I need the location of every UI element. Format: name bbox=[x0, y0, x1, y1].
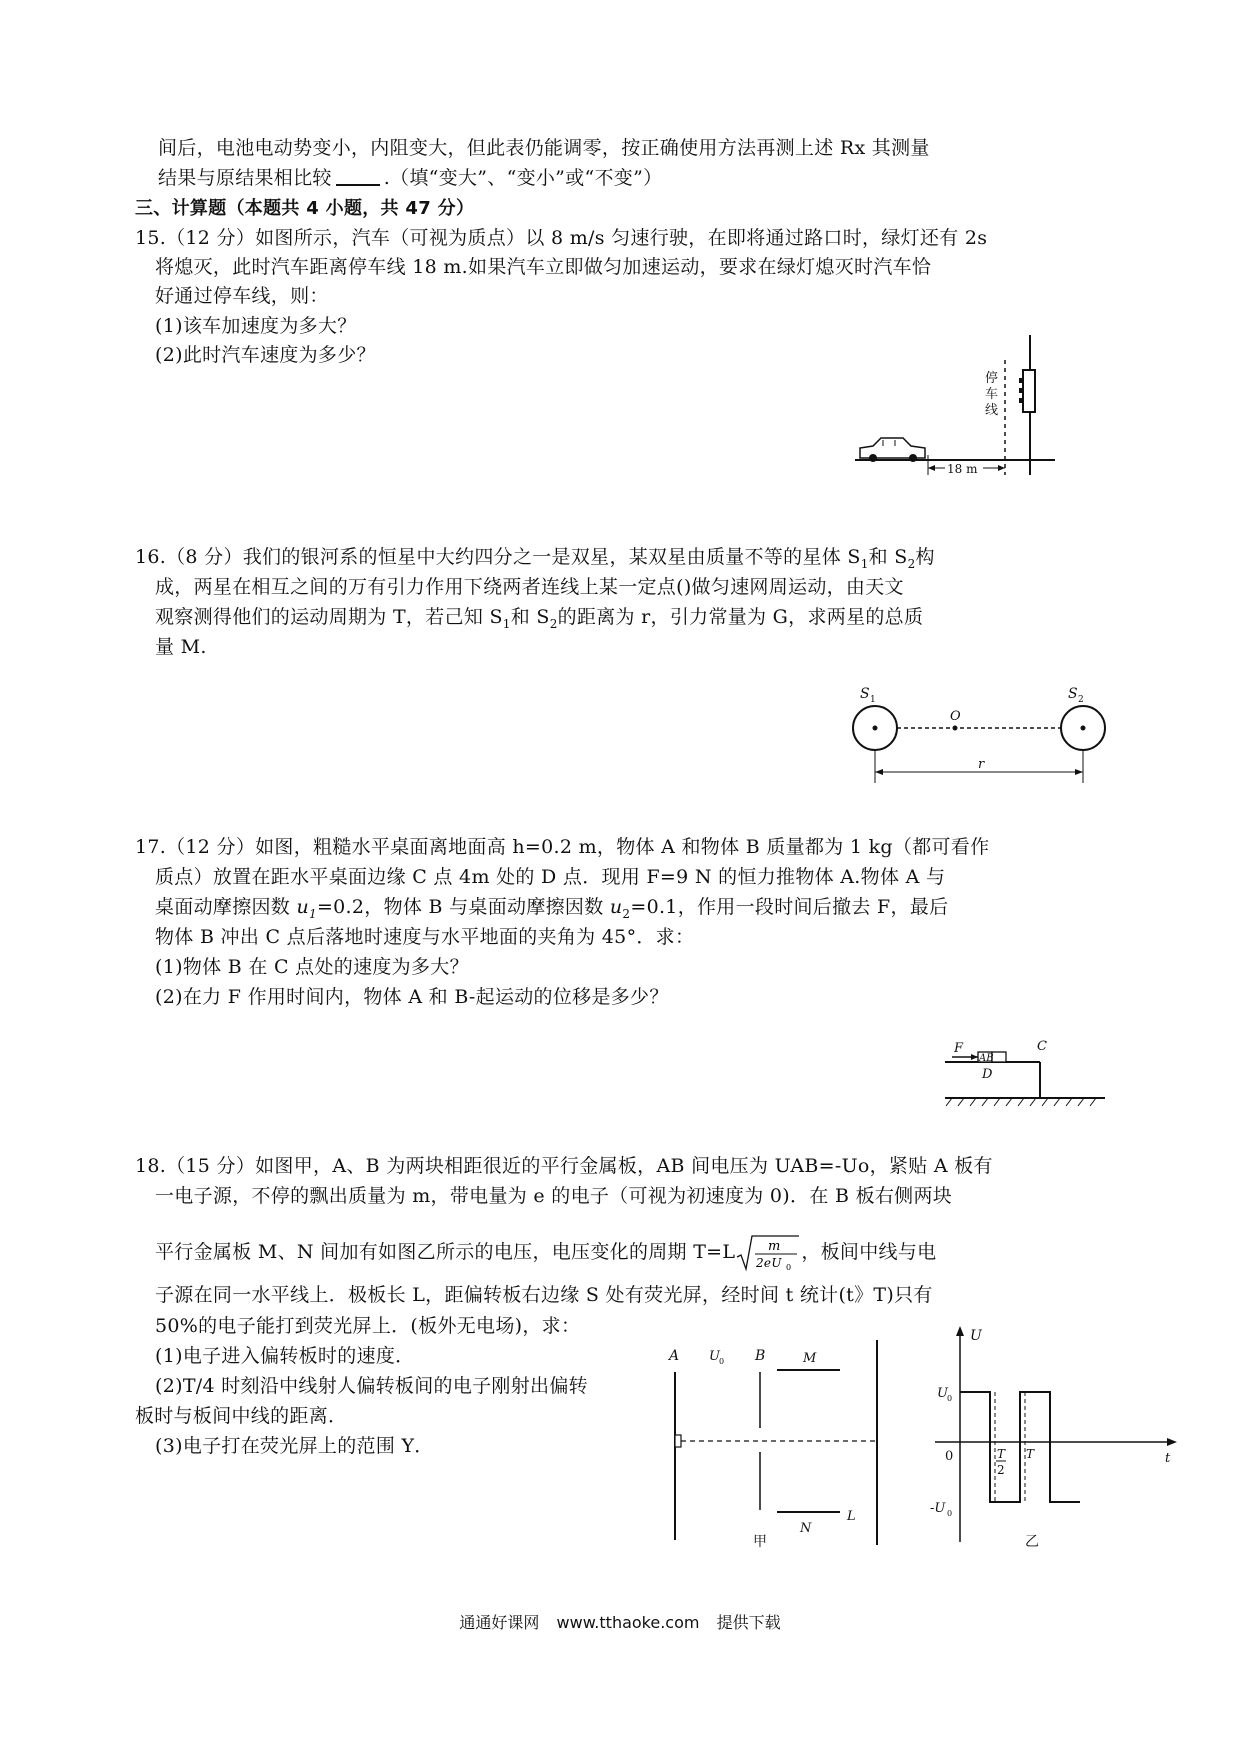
svg-text:0: 0 bbox=[947, 1394, 953, 1403]
svg-text:2eU: 2eU bbox=[756, 1256, 783, 1270]
svg-text:0: 0 bbox=[947, 1509, 953, 1518]
q18-line: 板时与板间中线的距离． bbox=[135, 1405, 348, 1427]
label-s2: S bbox=[1068, 686, 1078, 702]
q17-line: (2)在力 F 作用时间内，物体 A 和 B-起运动的位移是多少？ bbox=[155, 986, 669, 1008]
text-line: 间后，电池电动势变小，内阻变大，但此表仍能调零，按正确使用方法再测上述 Rx 其测量 bbox=[158, 137, 930, 159]
label-c: C bbox=[1037, 1039, 1047, 1054]
caption-jia: 甲 bbox=[753, 1534, 767, 1550]
distance-label: 18 m bbox=[947, 462, 978, 476]
q16-line: 成，两星在相互之间的万有引力作用下绕两者连线上某一定点()做匀速网周运动，由天文 bbox=[155, 576, 904, 598]
text-segment: ，板间中线与电 bbox=[801, 1241, 937, 1263]
mu-symbol: u bbox=[296, 896, 309, 918]
text-segment: 平行金属板 M、N 间加有如图乙所示的电压，电压变化的周期 T=L bbox=[155, 1241, 736, 1263]
label-l: L bbox=[847, 1509, 856, 1524]
label-a: A bbox=[669, 1348, 680, 1364]
text-line bbox=[158, 165, 662, 191]
q18-line: (2)T/4 时刻沿中线射人偏转板间的电子刚射出偏转 bbox=[155, 1375, 588, 1397]
label-f: F bbox=[954, 1041, 964, 1056]
text-segment: .（填“变大”、“变小”或“不变”） bbox=[383, 167, 663, 189]
label-o: O bbox=[950, 709, 961, 724]
label-t: t bbox=[1165, 1451, 1171, 1466]
footer-note: 提供下载 bbox=[716, 1613, 781, 1632]
q15-figure bbox=[855, 330, 1055, 480]
q17-line: 质点）放置在距水平桌面边缘 C 点 4m 处的 D 点．现用 F=9 N 的恒力推物体 A.物体 A 与 bbox=[155, 866, 946, 888]
electron-source bbox=[675, 1435, 681, 1447]
text-segment: 结果与原结果相比较 bbox=[158, 167, 332, 189]
block-b bbox=[992, 1052, 1006, 1062]
car-icon bbox=[860, 438, 925, 462]
q15-line: (2)此时汽车速度为多少？ bbox=[155, 344, 376, 366]
label-s1: S bbox=[860, 686, 870, 702]
text-segment: 和 S bbox=[510, 606, 550, 628]
label-m: M bbox=[803, 1351, 817, 1366]
center-point bbox=[953, 726, 958, 731]
footer-url[interactable]: www.tthaoke.com bbox=[556, 1613, 700, 1632]
text-segment: 桌面动摩擦因数 bbox=[155, 896, 291, 918]
q15-line: (1)该车加速度为多大？ bbox=[155, 315, 357, 337]
square-wave bbox=[960, 1392, 1080, 1502]
q18-line: 一电子源，不停的飘出质量为 m，带电量为 e 的电子（可视为初速度为 0)．在 B 板右侧两块 bbox=[155, 1185, 953, 1207]
subscript: 1 bbox=[860, 556, 869, 571]
text-segment: =0.2，物体 B 与桌面动摩擦因数 bbox=[316, 896, 604, 918]
text-segment: =0.1，作用一段时间后撤去 F，最后 bbox=[630, 896, 949, 918]
text-segment: 的距离为 r，引力常量为 G，求两星的总质 bbox=[557, 606, 924, 628]
q16-line bbox=[135, 544, 935, 577]
q17-line: (1)物体 B 在 C 点处的速度为多大？ bbox=[155, 956, 469, 978]
text-segment: 观察测得他们的运动周期为 T，若己知 S bbox=[155, 606, 503, 628]
traffic-light-icon bbox=[1023, 370, 1035, 412]
label-r: r bbox=[978, 757, 985, 772]
text-segment: 和 S bbox=[868, 546, 908, 568]
svg-text:2: 2 bbox=[1078, 695, 1084, 705]
svg-text:线: 线 bbox=[985, 403, 999, 418]
q15-line: 将熄灭，此时汽车距离停车线 18 m.如果汽车立即做匀加速运动，要求在绿灯熄灭时汽车恰 bbox=[155, 256, 932, 278]
label-u: U bbox=[970, 1328, 982, 1344]
q17-line: 物体 B 冲出 C 点后落地时速度与水平地面的夹角为 45°．求： bbox=[155, 926, 695, 948]
svg-text:车: 车 bbox=[985, 387, 999, 402]
caption-yi: 乙 bbox=[1025, 1534, 1039, 1550]
text-segment: 16.（8 分）我们的银河系的恒星中大约四分之一是双星，某双星由质量不等的星体 S bbox=[135, 546, 861, 568]
stop-label: 停 bbox=[985, 371, 999, 386]
svg-text:0: 0 bbox=[786, 1263, 792, 1272]
q18-figure-yi bbox=[925, 1322, 1180, 1550]
svg-text:2: 2 bbox=[997, 1463, 1005, 1477]
q18-line: 子源在同一水平线上．极板长 L，距偏转板右边缘 S 处有荧光屏，经时间 t 统计(t》T)只有 bbox=[155, 1284, 933, 1306]
label-period: T bbox=[1026, 1447, 1035, 1461]
svg-text:0: 0 bbox=[719, 1357, 725, 1366]
q18-line bbox=[155, 1232, 936, 1272]
q18-figure-jia bbox=[665, 1340, 895, 1550]
mu-symbol: u bbox=[609, 896, 623, 918]
label-n: N bbox=[800, 1521, 812, 1536]
section-title: 三、计算题（本题共 4 小题，共 47 分） bbox=[135, 198, 475, 219]
label-u0: U bbox=[937, 1386, 948, 1401]
q17-figure bbox=[940, 1030, 1110, 1110]
q16-line bbox=[155, 604, 923, 637]
label-b: B bbox=[755, 1348, 766, 1364]
q16-figure bbox=[840, 680, 1120, 790]
q18-line: (3)电子打在荧光屏上的范围 Y． bbox=[155, 1435, 434, 1457]
sqrt-formula bbox=[735, 1233, 801, 1273]
footer-site: 通通好课网 bbox=[459, 1613, 540, 1632]
label-neg-u0: -U bbox=[930, 1501, 946, 1516]
q18-line: 50%的电子能打到荧光屏上．(板外无电场)，求： bbox=[155, 1315, 581, 1337]
q15-line: 15.（12 分）如图所示，汽车（可视为质点）以 8 m/s 匀速行驶，在即将通过路口时，绿灯还有 2s bbox=[135, 227, 988, 249]
text-segment: 构 bbox=[915, 546, 935, 568]
fill-blank bbox=[336, 166, 380, 186]
q18-line: 18.（15 分）如图甲，A、B 为两块相距很近的平行金属板，AB 间电压为 UAB=-Uo，紧贴 A 板有 bbox=[135, 1155, 993, 1177]
footer bbox=[0, 1610, 1240, 1633]
label-zero: 0 bbox=[945, 1449, 954, 1464]
svg-text:m: m bbox=[768, 1239, 781, 1254]
subscript: 2 bbox=[907, 556, 916, 571]
q17-line: 桌面动摩擦因数 $u_1=0.2$，物体 B 与桌面动摩擦因数 $u_2=0.1$，作用一段时间后撤去 F，最后 bbox=[155, 896, 949, 921]
q17-line: 17.（12 分）如图，粗糙水平桌面离地面高 h=0.2 m，物体 A 和物体 B 质量都为 1 kg（都可看作 bbox=[135, 836, 990, 858]
label-ab: AB bbox=[979, 1053, 994, 1064]
label-u0: U bbox=[709, 1349, 720, 1364]
svg-text:1: 1 bbox=[870, 695, 876, 705]
q18-line: (1)电子进入偏转板时的速度． bbox=[155, 1345, 415, 1367]
q15-line: 好通过停车线，则： bbox=[155, 285, 329, 307]
subscript: 1 bbox=[502, 616, 511, 631]
q16-line: 量 M. bbox=[155, 636, 207, 658]
label-d: D bbox=[982, 1067, 993, 1082]
subscript: 2 bbox=[549, 616, 558, 631]
label-t-half: T bbox=[997, 1447, 1006, 1461]
